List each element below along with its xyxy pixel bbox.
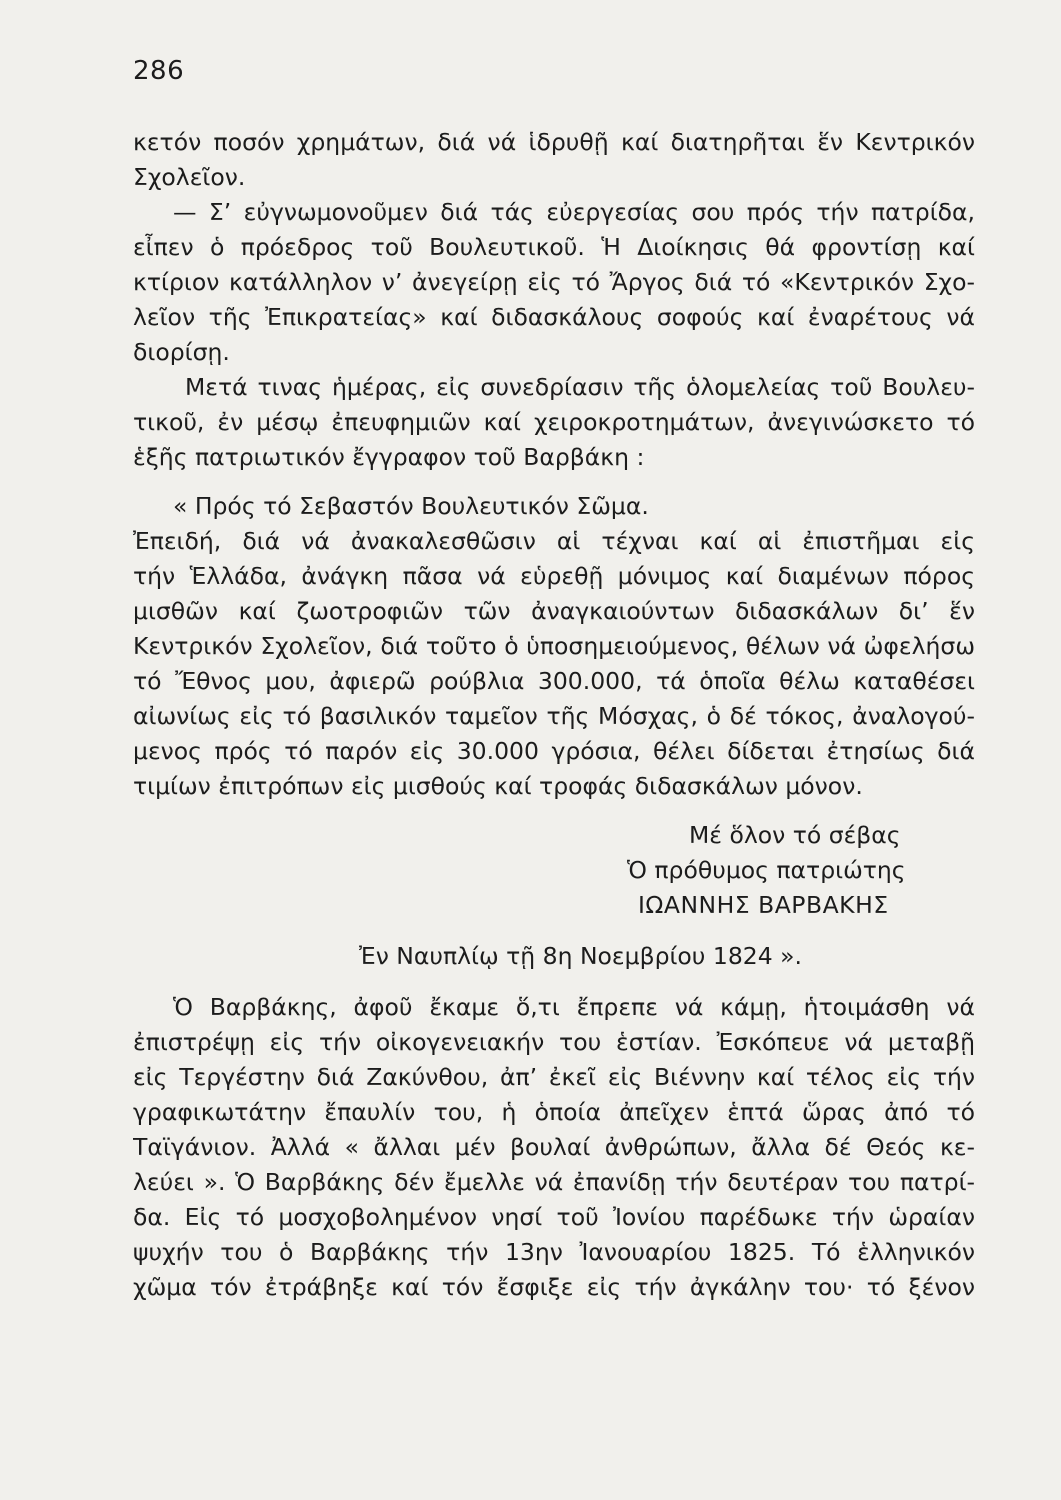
text-line: Σχολεῖον. — [133, 163, 246, 191]
text-line: μενος πρός τό παρόν εἰς 30.000 γρόσια, θέλει δίδεται ἐτησίως διά — [133, 737, 975, 765]
text-line: δα. Εἰς τό μοσχοβολημένον νησί τοῦ Ἰονίου παρέδωκε τήν ὡραίαν — [133, 1203, 975, 1231]
letter-closing: Μέ ὅλον τό σέβας — [689, 821, 901, 849]
text-line: μισθῶν καί ζωοτροφιῶν τῶν ἀναγκαιούντων διδασκάλων δι’ ἕν — [133, 597, 975, 625]
text-line: τικοῦ, ἐν μέσῳ ἐπευφημιῶν καί χειροκροτημάτων, ἀνεγινώσκετο τό — [133, 408, 975, 436]
body-text — [133, 125, 975, 1305]
text-line: — Σ’ εὐγνωμονοῦμεν διά τάς εὐεργεσίας σου πρός τήν πατρίδα, — [173, 198, 975, 226]
text-line: λεύει ». Ὁ Βαρβάκης δέν ἔμελλε νά ἐπανίδῃ τήν δευτέραν του πατρί- — [133, 1168, 975, 1196]
text-line: Ταϊγάνιον. Ἀλλά « ἄλλαι μέν βουλαί ἀνθρώπων, ἄλλα δέ Θεός κε- — [133, 1133, 975, 1161]
letter-signature: ΙΩΑΝΝΗΣ ΒΑΡΒΑΚΗΣ — [638, 891, 889, 919]
text-line: τό Ἔθνος μου, ἀφιερῶ ρούβλια 300.000, τά ὁποῖα θέλω καταθέσει — [133, 667, 975, 695]
text-line: κτίριον κατάλληλον ν’ ἀνεγείρῃ εἰς τό Ἄργος διά τό «Κεντρικόν Σχο- — [133, 268, 975, 296]
text-line: Ὁ Βαρβάκης, ἀφοῦ ἔκαμε ὅ,τι ἔπρεπε νά κάμῃ, ἡτοιμάσθη νά — [173, 993, 975, 1021]
text-line: διορίσῃ. — [133, 338, 230, 366]
text-line: τήν Ἑλλάδα, ἀνάγκη πᾶσα νά εὑρεθῇ μόνιμος καί διαμένων πόρος — [133, 562, 975, 590]
page-number: 286 — [133, 56, 185, 86]
text-line: ἑξῆς πατριωτικόν ἔγγραφον τοῦ Βαρβάκη : — [133, 443, 645, 471]
text-line: τιμίων ἐπιτρόπων εἰς μισθούς καί τροφάς διδασκάλων μόνον. — [133, 772, 863, 800]
text-line: λεῖον τῆς Ἐπικρατείας» καί διδασκάλους σοφούς καί ἐναρέτους νά — [133, 303, 975, 331]
text-line: Μετά τινας ἡμέρας, εἰς συνεδρίασιν τῆς ὁλομελείας τοῦ Βουλευ- — [185, 373, 975, 401]
letter-salutation: « Πρός τό Σεβαστόν Βουλευτικόν Σῶμα. — [173, 492, 649, 520]
text-line: εἶπεν ὁ πρόεδρος τοῦ Βουλευτικοῦ. Ἡ Διοίκησις θά φροντίσῃ καί — [133, 233, 975, 261]
text-line: Κεντρικόν Σχολεῖον, διά τοῦτο ὁ ὑποσημειούμενος, θέλων νά ὠφελήσω — [133, 632, 975, 660]
text-line: ψυχήν του ὁ Βαρβάκης τήν 13ην Ἰανουαρίου 1825. Τό ἑλληνικόν — [133, 1238, 975, 1266]
text-line: αἰωνίως εἰς τό βασιλικόν ταμεῖον τῆς Μόσχας, ὁ δέ τόκος, ἀναλογού- — [133, 702, 975, 730]
text-line: γραφικωτάτην ἔπαυλίν του, ἡ ὁποία ἀπεῖχεν ἑπτά ὥρας ἀπό τό — [133, 1098, 975, 1126]
text-line: χῶμα τόν ἐτράβηξε καί τόν ἔσφιξε εἰς τήν ἀγκάλην του· τό ξένον — [133, 1273, 975, 1301]
text-line: κετόν ποσόν χρημάτων, διά νά ἱδρυθῇ καί διατηρῆται ἕν Κεντρικόν — [133, 128, 975, 156]
text-line: εἰς Τεργέστην διά Ζακύνθου, ἀπ’ ἐκεῖ εἰς Βιέννην καί τέλος εἰς τήν — [133, 1063, 975, 1091]
text-line: ἐπιστρέψῃ εἰς τήν οἰκογενειακήν του ἑστίαν. Ἐσκόπευε νά μεταβῇ — [133, 1028, 975, 1056]
letter-closing: Ὁ πρόθυμος πατριώτης — [627, 856, 906, 884]
text-line: Ἐπειδή, διά νά ἀνακαλεσθῶσιν αἱ τέχναι καί αἱ ἐπιστῆμαι εἰς — [133, 527, 975, 555]
letter-date: Ἐν Ναυπλίῳ τῇ 8η Νοεμβρίου 1824 ». — [359, 942, 803, 970]
